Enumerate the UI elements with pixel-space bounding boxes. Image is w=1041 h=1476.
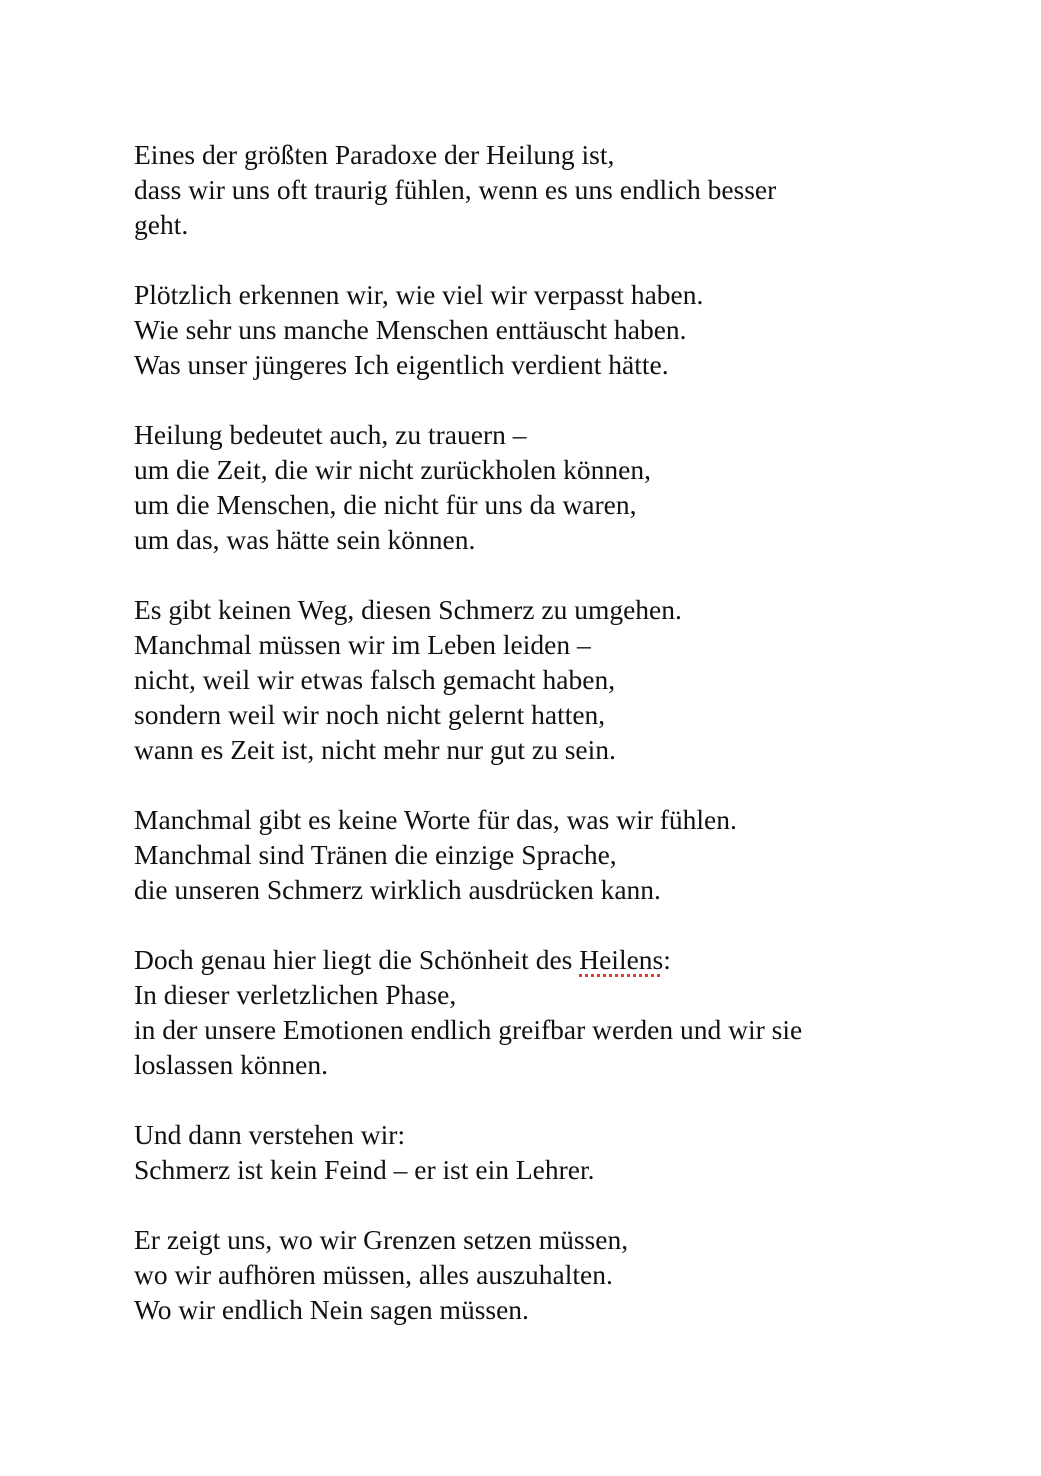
text-line: in der unsere Emotionen endlich greifbar werden und wir sie: [134, 1014, 803, 1045]
document-body[interactable]: [134, 137, 894, 1362]
text-line: loslassen können.: [134, 1049, 329, 1080]
text-line: wo wir aufhören müssen, alles auszuhalten.: [134, 1259, 613, 1290]
text-line: In dieser verletzlichen Phase,: [134, 979, 457, 1010]
stanza-8: [134, 1222, 894, 1327]
spellcheck-flagged-word[interactable]: Heilens: [579, 944, 664, 975]
text-line: Schmerz ist kein Feind – er ist ein Lehrer.: [134, 1154, 595, 1185]
text-line: [134, 942, 894, 977]
text-line: Er zeigt uns, wo wir Grenzen setzen müssen,: [134, 1224, 629, 1255]
stanza-6: [134, 942, 894, 1082]
text-line: Was unser jüngeres Ich eigentlich verdient hätte.: [134, 349, 669, 380]
stanza-7: [134, 1117, 894, 1187]
stanza-4: [134, 592, 894, 767]
text-segment: :: [663, 944, 671, 975]
text-line: Es gibt keinen Weg, diesen Schmerz zu umgehen.: [134, 594, 682, 625]
text-line: um das, was hätte sein können.: [134, 524, 476, 555]
text-line: Wie sehr uns manche Menschen enttäuscht haben.: [134, 314, 687, 345]
text-line: Manchmal müssen wir im Leben leiden –: [134, 629, 591, 660]
text-line: Wo wir endlich Nein sagen müssen.: [134, 1294, 529, 1325]
text-line: Heilung bedeutet auch, zu trauern –: [134, 419, 527, 450]
text-line: um die Zeit, die wir nicht zurückholen können,: [134, 454, 652, 485]
text-line: sondern weil wir noch nicht gelernt hatten,: [134, 699, 606, 730]
stanza-5: [134, 802, 894, 907]
stanza-3: [134, 417, 894, 557]
stanza-1: [134, 137, 894, 242]
text-line: wann es Zeit ist, nicht mehr nur gut zu sein.: [134, 734, 616, 765]
text-line: Manchmal gibt es keine Worte für das, was wir fühlen.: [134, 804, 737, 835]
text-line: Eines der größten Paradoxe der Heilung ist,: [134, 139, 615, 170]
text-line: Und dann verstehen wir:: [134, 1119, 406, 1150]
text-line: Manchmal sind Tränen die einzige Sprache,: [134, 839, 617, 870]
text-line: die unseren Schmerz wirklich ausdrücken kann.: [134, 874, 661, 905]
text-line: geht.: [134, 209, 189, 240]
text-line: nicht, weil wir etwas falsch gemacht haben,: [134, 664, 616, 695]
text-line: dass wir uns oft traurig fühlen, wenn es uns endlich besser: [134, 174, 777, 205]
stanza-2: [134, 277, 894, 382]
text-line: Plötzlich erkennen wir, wie viel wir verpasst haben.: [134, 279, 704, 310]
text-line: um die Menschen, die nicht für uns da waren,: [134, 489, 637, 520]
text-segment: Doch genau hier liegt die Schönheit des: [134, 944, 580, 975]
